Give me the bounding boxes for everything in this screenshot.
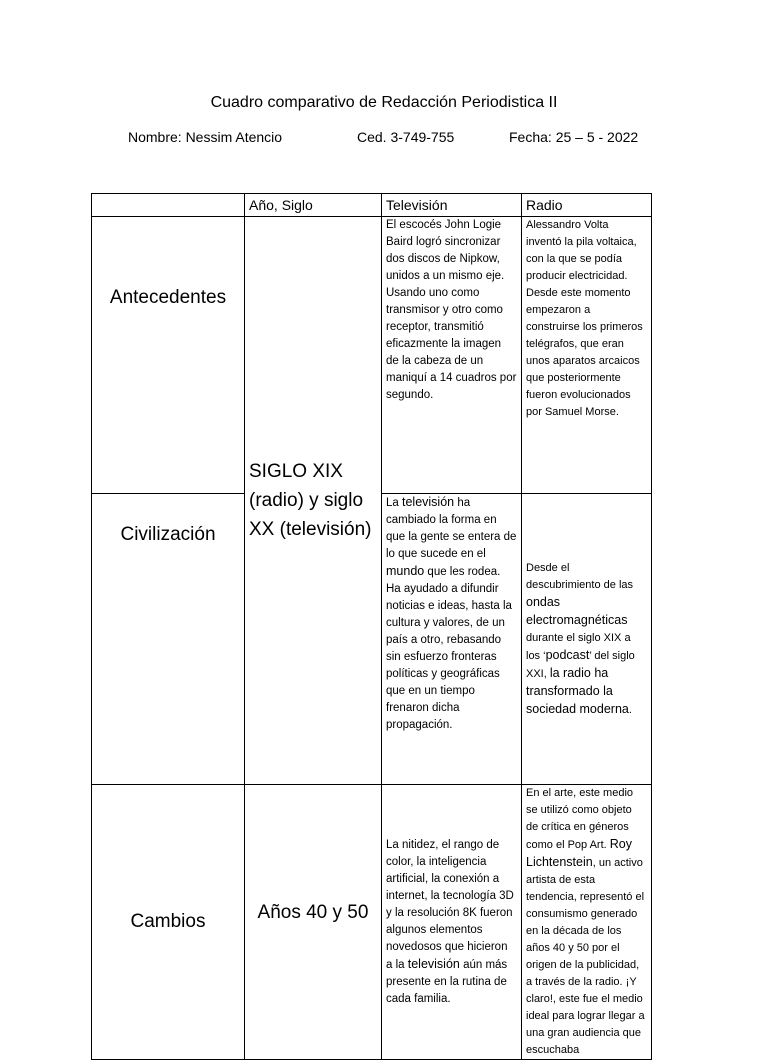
row-label-antecedentes: Antecedentes [92,217,245,494]
radio-cambios: En el arte, este medio se utilizó como objeto de crítica en géneros como el Pop Art. Roy Lichtenstein, un activo artista de esta tendencia, representó el consumismo generado en la década de los años 40 y 50 por el origen de la publicidad, a través de la radio. ¡Y claro!, este fue el medio ideal para lograr llegar a una gran audiencia que escuchaba [522,785,652,1060]
row-label-civilizacion: Civilización [92,494,245,785]
merged-year-cell: SIGLO XIX (radio) y siglo XX (televisión) [245,217,382,785]
table-header-row [92,194,652,217]
year-cambios: Años 40 y 50 [245,785,382,1060]
tv-antecedentes: El escocés John Logie Baird logró sincronizar dos discos de Nipkow, unidos a un mismo eje. Usando uno como transmisor y otro como receptor, transmitió eficazmente la imagen de la cabeza de un maniquí a 14 cuadros por segundo. [382,217,522,494]
radio-antecedentes: Alessandro Volta inventó la pila voltaica, con la que se podía producir electricidad. Desde este momento empezaron a construirse los primeros telégrafos, que eran unos aparatos arcaicos que posteriormente fueron evolucionados por Samuel Morse. [522,217,652,494]
header-radio: Radio [522,194,652,217]
document-date: Fecha: 25 – 5 - 2022 [509,129,639,145]
header-year: Año, Siglo [245,194,382,217]
tv-cambios: La nitidez, el rango de color, la inteligencia artificial, la conexión a internet, la tecnología 3D y la resolución 8K fueron algunos elementos novedosos que hicieron a la televisión aún más presente en la rutina de cada familia. [382,785,522,1060]
radio-civilizacion: Desde el descubrimiento de las ondas electromagnéticas durante el siglo XIX a los ‘podcast’ del siglo XXI, la radio ha transformado la sociedad moderna. [522,494,652,785]
header-empty [92,194,245,217]
row-label-cambios: Cambios [92,785,245,1060]
header-television: Televisión [382,194,522,217]
student-id: Ced. 3-749-755 [357,129,455,145]
tv-civilizacion: La televisión ha cambiado la forma en que la gente se entera de lo que sucede en el mundo que les rodea. Ha ayudado a difundir noticias e ideas, hasta la cultura y valores, de un país a otro, rebasando sin esfuerzo fronteras políticas y geográficas que en un tiempo frenaron dicha propagación. [382,494,522,785]
table-row [92,785,652,1060]
student-name: Nombre: Nessim Atencio [128,129,283,145]
comparison-table [91,193,652,1060]
table-row [92,217,652,494]
document-title: Cuadro comparativo de Redacción Periodistica II [210,94,558,111]
